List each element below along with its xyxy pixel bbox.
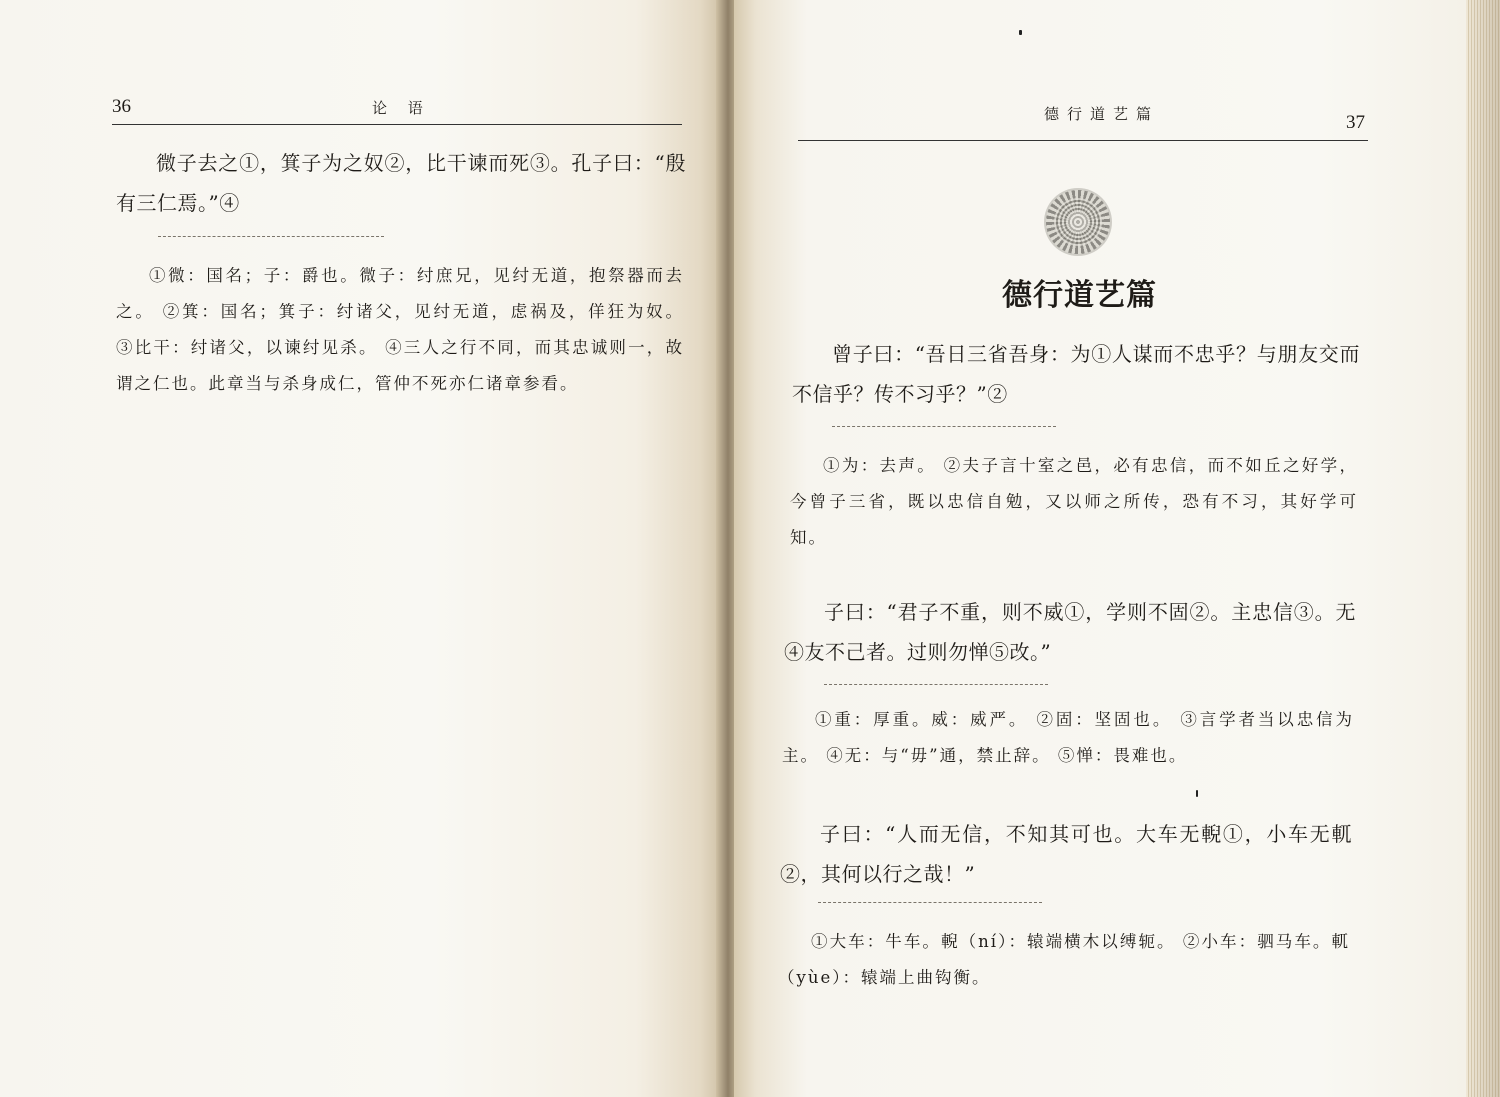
- left-running-header: 论 语: [372, 99, 431, 117]
- right-running-header: 德行道艺篇: [1044, 105, 1160, 123]
- entry-notes: ①大车：牛车。輗（ní）：辕端横木以缚轭。 ②小车：驷马车。軏（yùe）：辕端上曲钩衡。: [778, 932, 1350, 987]
- right-header-rule: [798, 140, 1368, 141]
- left-page: [0, 0, 722, 1097]
- left-note-separator: [158, 236, 384, 237]
- note-separator: [818, 902, 1042, 903]
- ink-speck: [1196, 790, 1198, 797]
- entry-passage: 子曰：“君子不重，则不威①，学则不固②。主忠信③。无④友不己者。过则勿惮⑤改。”: [784, 600, 1356, 664]
- right-page: [734, 0, 1466, 1097]
- entry-notes: ①为：去声。 ②夫子言十室之邑，必有忠信，而不如丘之好学，今曾子三省，既以忠信自勉，又以师之所传，恐有不习，其好学可知。: [790, 456, 1358, 547]
- entry-passage: 子曰：“人而无信，不知其可也。大车无輗①，小车无軏②，其何以行之哉！”: [780, 822, 1352, 886]
- note-separator: [832, 426, 1056, 427]
- left-page-number: 36: [112, 96, 131, 117]
- page-edges: [1466, 0, 1500, 1097]
- ink-speck: [1019, 30, 1022, 35]
- section-title: 德行道艺篇: [1002, 278, 1157, 313]
- chapter-emblem-icon: [1046, 190, 1110, 254]
- left-notes: ①微：国名；子：爵也。微子：纣庶兄，见纣无道，抱祭器而去之。 ②箕：国名；箕子：纣诸父，见纣无道，虑祸及，佯狂为奴。 ③比干：纣诸父，以谏纣见杀。 ④三人之行不同，而其忠诚则一，故谓之仁也。此章当与杀身成仁，管仲不死亦仁诸章参看。: [116, 266, 684, 393]
- entry-passage: 曾子曰：“吾日三省吾身：为①人谋而不忠乎？与朋友交而不信乎？传不习乎？”②: [792, 342, 1360, 406]
- note-separator: [824, 684, 1048, 685]
- left-passage: 微子去之①，箕子为之奴②，比干谏而死③。孔子曰：“殷有三仁焉。”④: [116, 151, 686, 215]
- left-header-rule: [112, 124, 682, 125]
- entry-notes: ①重：厚重。威：威严。 ②固：坚固也。 ③言学者当以忠信为主。 ④无：与“毋”通，禁止辞。 ⑤惮：畏难也。: [782, 710, 1354, 765]
- right-page-number: 37: [1346, 112, 1365, 133]
